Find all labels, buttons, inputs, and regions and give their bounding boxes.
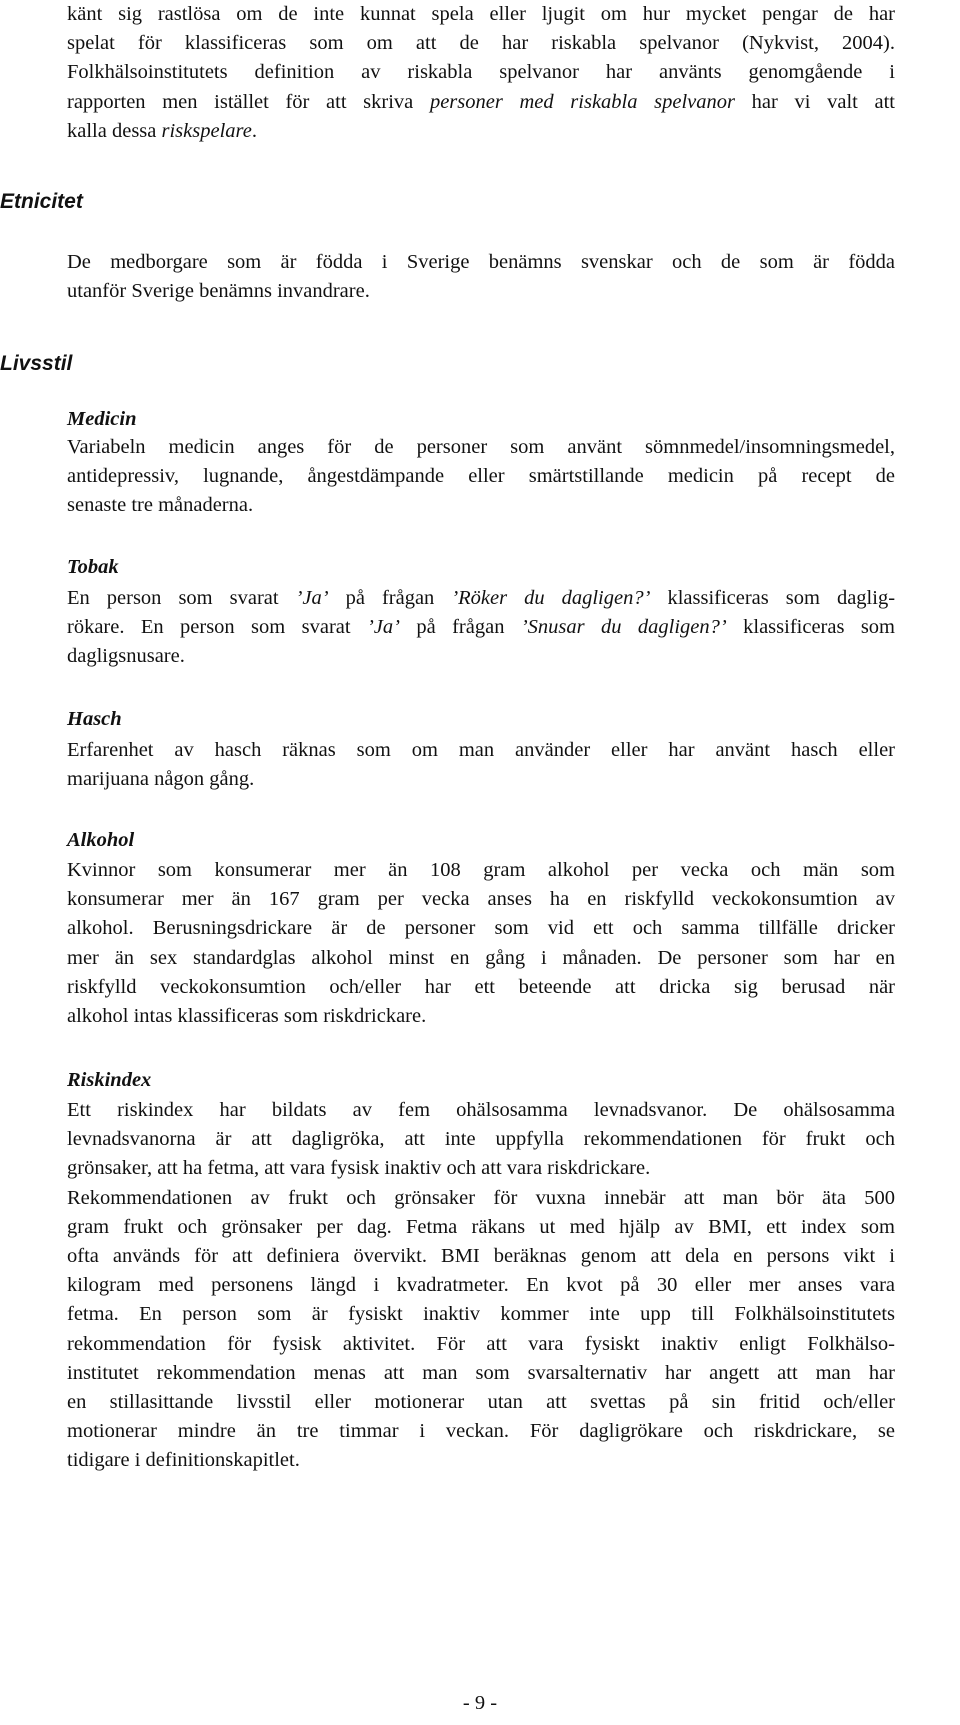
section-heading-etnicitet: Etnicitet (0, 190, 83, 213)
tobak-line-2-text-c: klassificeras som (726, 616, 895, 639)
alkohol-line-1: Kvinnor som konsumerar mer än 108 gram alkohol per vecka och män som (67, 859, 895, 881)
alkohol-line-2: konsumerar mer än 167 gram per vecka anses ha en riskfylld veckokonsumtion av (67, 888, 895, 911)
tobak-line-1 (67, 584, 895, 613)
riskindex-line-9: rekommendation för fysisk aktivitet. För att vara fysiskt inaktiv enligt Folkhälso- (67, 1332, 895, 1355)
tobak-line-2 (67, 613, 895, 642)
medicin-line-1: Variabeln medicin anges för de personer som använt sömnmedel/insomningsmedel, (67, 436, 895, 458)
intro-line-1: känt sig rastlösa om de inte kunnat spela eller ljugit om hur mycket pengar de har (67, 3, 895, 25)
page-number: - 9 - (462, 1692, 498, 1714)
riskindex-line-10: institutet rekommendation menas att man som svarsalternativ har angett att man har (67, 1361, 895, 1384)
riskindex-line-1: Ett riskindex har bildats av fem ohälsosamma levnadsvanor. De ohälsosamma (67, 1099, 895, 1121)
medicin-paragraph (67, 433, 895, 521)
subheading-medicin: Medicin (67, 408, 137, 430)
tobak-line-2-emphasis-2: ’Snusar du dagligen?’ (520, 616, 727, 639)
alkohol-paragraph (67, 856, 895, 1031)
tobak-line-1-text-c: klassificeras som daglig- (650, 587, 896, 609)
riskindex-line-11: en stillasittande livsstil eller motionerar utan att svettas på sin fritid och/eller (67, 1391, 895, 1414)
intro-line-4-emphasis: personer med riskabla spelvanor (429, 90, 735, 113)
riskindex-line-6: ofta används för att definiera övervikt. BMI beräknas genom att dela en persons vikt i (67, 1245, 895, 1268)
etnicitet-paragraph (67, 248, 895, 306)
hasch-line-1: Erfarenhet av hasch räknas som om man använder eller har använt hasch eller (67, 739, 895, 761)
riskindex-line-12: motionerar mindre än tre timmar i veckan. För dagligrökare och riskdrickare, se (67, 1420, 895, 1443)
intro-line-3: Folkhälsoinstitutets definition av riskabla spelvanor har använts genomgående i (67, 61, 895, 84)
tobak-line-2-text-a: rökare. En person som svarat (67, 616, 367, 639)
tobak-line-1-text-b: på frågan (328, 587, 452, 609)
riskindex-paragraph (67, 1096, 895, 1476)
alkohol-line-6: alkohol intas klassificeras som riskdrickare. (67, 1005, 427, 1028)
intro-line-5-text-b: . (251, 119, 257, 142)
intro-line-2: spelat för klassificeras som om att de har riskabla spelvanor (Nykvist, 2004). (67, 32, 895, 55)
subheading-riskindex: Riskindex (67, 1069, 152, 1091)
hasch-paragraph (67, 736, 895, 794)
intro-line-4-text-a: rapporten men istället för att skriva (67, 90, 430, 113)
alkohol-line-5: riskfylld veckokonsumtion och/eller har ett beteende att dricka sig berusad när (67, 975, 895, 998)
subheading-hasch: Hasch (67, 708, 122, 730)
riskindex-line-5: gram frukt och grönsaker per dag. Fetma räkans ut med hjälp av BMI, ett index som (67, 1215, 895, 1238)
subheading-tobak: Tobak (67, 556, 119, 578)
tobak-line-2-emphasis-1: ’Ja’ (366, 616, 400, 639)
tobak-line-1-text-a: En person som svarat (67, 587, 296, 609)
intro-line-5-text-a: kalla dessa (67, 119, 162, 142)
riskindex-line-4: Rekommendationen av frukt och grönsaker för vuxna innebär att man bör äta 500 (67, 1186, 895, 1209)
riskindex-line-2: levnadsvanorna är att dagligröka, att inte uppfylla rekommendationen för frukt och (67, 1128, 895, 1151)
intro-line-4 (67, 88, 895, 117)
intro-line-5 (67, 117, 895, 146)
riskindex-line-3: grönsaker, att ha fetma, att vara fysisk inaktiv och att vara riskdrickare. (67, 1157, 651, 1180)
tobak-paragraph (67, 584, 895, 672)
tobak-line-2-text-b: på frågan (399, 616, 521, 639)
medicin-line-2: antidepressiv, lugnande, ångestdämpande eller smärtstillande medicin på recept de (67, 465, 895, 488)
intro-paragraph (67, 0, 895, 146)
etnicitet-line-1: De medborgare som är födda i Sverige benämns svenskar och de som är födda (67, 251, 895, 273)
intro-line-5-emphasis: riskspelare (161, 119, 252, 142)
etnicitet-line-2: utanför Sverige benämns invandrare. (67, 280, 370, 303)
subheading-alkohol: Alkohol (67, 829, 135, 851)
riskindex-line-7: kilogram med personens längd i kvadratmeter. En kvot på 30 eller mer anses vara (67, 1274, 895, 1297)
tobak-line-1-emphasis-2: ’Röker du dagligen?’ (451, 587, 651, 609)
medicin-line-3: senaste tre månaderna. (67, 494, 254, 517)
tobak-line-3: dagligsnusare. (67, 645, 185, 668)
section-heading-livsstil: Livsstil (0, 352, 73, 375)
alkohol-line-3: alkohol. Berusningsdrickare är de personer som vid ett och samma tillfälle dricker (67, 917, 895, 940)
intro-line-4-text-b: har vi valt att (735, 90, 895, 113)
hasch-line-2: marijuana någon gång. (67, 768, 255, 791)
tobak-line-1-emphasis-1: ’Ja’ (295, 587, 329, 609)
riskindex-line-8: fetma. En person som är fysiskt inaktiv kommer inte upp till Folkhälsoinstitutets (67, 1303, 895, 1326)
riskindex-line-13: tidigare i definitionskapitlet. (67, 1449, 300, 1472)
alkohol-line-4: mer än sex standardglas alkohol minst en gång i månaden. De personer som har en (67, 946, 895, 969)
